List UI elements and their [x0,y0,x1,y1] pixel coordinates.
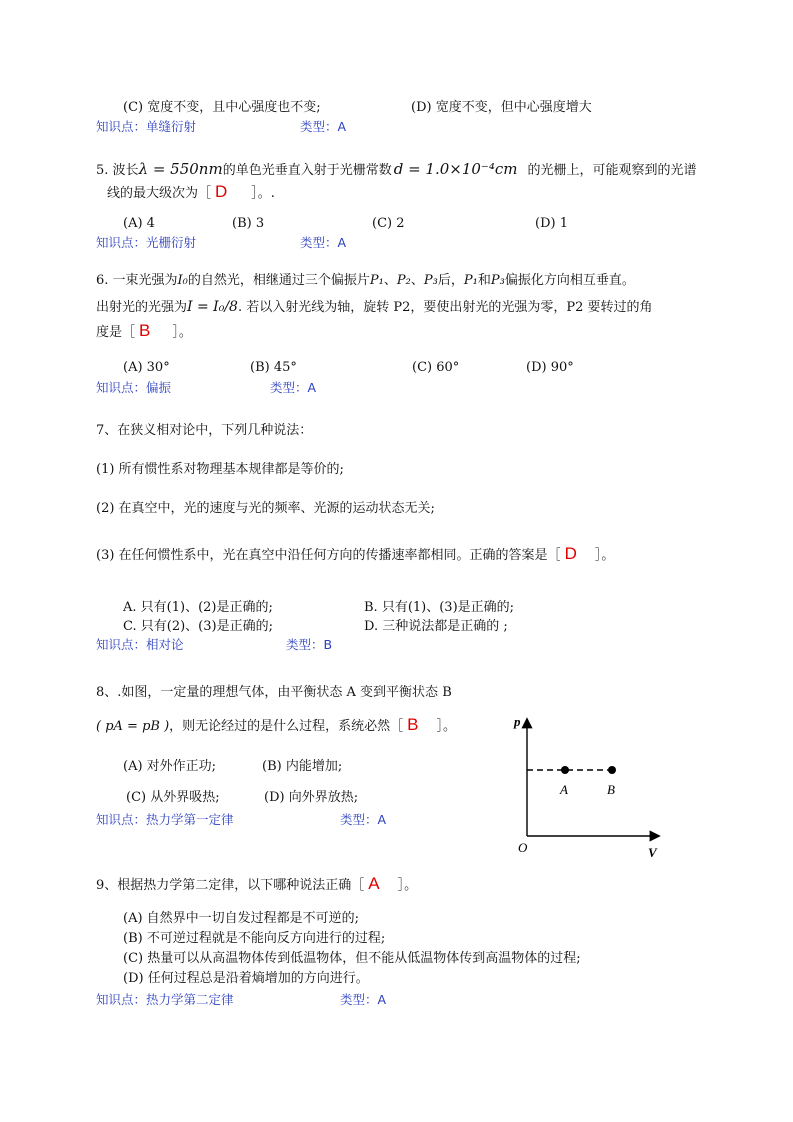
type-label: 类型： [300,119,338,134]
q7-option-b: B. 只有(1)、(3)是正确的; [364,600,515,615]
q6-option-d: (D) 90° [526,360,574,375]
q6-option-a: (A) 30° [123,360,170,375]
q8-option-d: (D) 向外界放热; [264,790,359,805]
q6-formula: I = I₀/8 [187,299,238,315]
q7-text: ］。 [594,548,615,563]
p-axis-label: p [514,714,521,729]
q5-type [300,233,346,251]
q6-I0: I₀ [177,273,188,288]
kp-label: 知识点： [96,812,147,827]
q8-answer: B [407,715,419,734]
q5-option-c: (C) 2 [372,216,405,231]
kp-label: 知识点： [96,380,147,395]
q9-option-a: (A) 自然界中一切自发过程都是不可逆的; [123,911,360,926]
q5-text: 的单色光垂直入射于光栅常数 [222,163,392,178]
q5-lambda-formula: λ = 550nm [138,160,223,178]
q5-option-d: (D) 1 [535,216,568,231]
q5-knowledge-point [96,233,196,251]
kp-value: 光栅衍射 [146,235,197,250]
q6-sep: 、 [410,273,424,288]
point-a-label: A [560,782,568,797]
kp-label: 知识点： [96,119,147,134]
q7-statement-3 [96,545,614,565]
q6-P3: P₃ [423,273,438,288]
kp-value: 单缝衍射 [146,119,197,134]
q6-text: 偏振化方向相互垂直。 [504,273,635,288]
type-label: 类型： [270,380,308,395]
q5-option-a: (A) 4 [123,216,155,231]
kp-value: 热力学第一定律 [146,812,234,827]
q6-answer: B [139,321,151,340]
q5-option-b: (B) 3 [232,216,265,231]
q9-knowledge-point [96,990,234,1008]
type-value: A [337,235,347,250]
kp-value: 相对论 [146,637,184,652]
q6-text: 度是［ [96,325,136,340]
type-value: A [337,119,347,134]
q9-stem [96,875,417,895]
q8-condition: ( pA = pB ) [96,719,170,734]
q4-option-c: (C) 宽度不变，且中心强度也不变; [123,100,321,115]
q8-text: ，则无论经过的是什么过程，系统必然［ [169,719,404,734]
q9-option-d: (D) 任何过程总是沿着熵增加的方向进行。 [123,971,369,986]
q6-type [270,378,316,396]
q6-knowledge-point [96,378,171,396]
point-b-marker [608,766,616,774]
origin-label: O [518,840,528,855]
pv-diagram [508,712,668,862]
q7-statement-2: (2) 在真空中，光的速度与光的频率、光源的运动状态无关; [96,501,435,516]
q6-option-c: (C) 60° [412,360,460,375]
q6-P3: P₃ [490,273,505,288]
q4-option-d: (D) 宽度不变，但中心强度增大 [411,100,592,115]
q8-knowledge-point [96,810,234,828]
type-label: 类型： [340,812,378,827]
q7-type [286,635,332,653]
point-b-label: B [607,782,615,797]
type-label: 类型： [286,637,324,652]
q4-knowledge-point [96,117,196,135]
q4-type [300,117,346,135]
q5-answer: D [215,182,228,201]
q5-number: 5. [96,163,109,178]
q7-answer: D [564,544,577,563]
q9-type [340,990,386,1008]
q5-line1 [96,160,697,180]
kp-label: 知识点： [96,992,147,1007]
q6-text: 6. 一束光强为 [96,273,178,288]
q6-text: 的自然光，相继通过三个偏振片 [187,273,370,288]
type-value: A [307,380,317,395]
q5-text: ］。. [251,186,275,201]
q7-knowledge-point [96,635,184,653]
kp-value: 热力学第二定律 [146,992,234,1007]
q7-option-c: C. 只有(2)、(3)是正确的; [123,619,273,634]
q6-sep: 、 [383,273,397,288]
q6-P1: P₁ [463,273,478,288]
q6-P1: P₁ [369,273,384,288]
q8-line2 [96,716,456,736]
q6-option-b: (B) 45° [250,360,297,375]
type-label: 类型： [300,235,338,250]
q5-text: 波长 [112,163,139,178]
kp-label: 知识点： [96,235,147,250]
q8-option-c: (C) 从外界吸热; [126,790,220,805]
type-value: B [323,637,333,652]
q9-text: ］。 [397,878,418,893]
q6-text: 出射光的光强为 [96,300,188,315]
type-label: 类型： [340,992,378,1007]
v-axis-label: V [648,845,657,860]
q9-answer: A [368,874,380,893]
q9-option-b: (B) 不可逆过程就是不能向反方向进行的过程; [123,931,386,946]
q7-stem: 7、在狭义相对论中，下列几种说法： [96,423,313,438]
q5-line2 [107,183,275,203]
q6-text: 后， [437,273,464,288]
q7-option-d: D. 三种说法都是正确的 ; [364,619,508,634]
q8-option-a: (A) 对外作正功; [123,759,217,774]
q6-text: . 若以入射光线为轴，旋转 P2，要使出射光的光强为零，P2 要转过的角 [237,300,653,315]
q8-option-b: (B) 内能增加; [262,759,343,774]
q7-statement-1: (1) 所有惯性系对物理基本规律都是等价的; [96,462,344,477]
q6-line1 [96,272,635,290]
point-a-marker [561,766,569,774]
q5-text: 线的最大级次为［ [107,186,212,201]
q7-option-a: A. 只有(1)、(2)是正确的; [123,600,273,615]
q9-text: 9、根据热力学第二定律，以下哪种说法正确［ [96,878,365,893]
q6-line2 [96,298,653,317]
type-value: A [377,812,387,827]
q8-text: ］。 [436,719,457,734]
q6-text: 和 [477,273,491,288]
kp-value: 偏振 [146,380,172,395]
q8-type [340,810,386,828]
q7-text: (3) 在任何惯性系中，光在真空中沿任何方向的传播速率都相同。正确的答案是［ [96,548,561,563]
q6-text: ］。 [172,325,192,340]
type-value: A [377,992,387,1007]
q6-line3 [96,322,192,342]
q6-P2: P₂ [396,273,411,288]
kp-label: 知识点： [96,637,147,652]
q8-stem: 8、.如图，一定量的理想气体，由平衡状态 A 变到平衡状态 B [96,685,452,700]
q5-d-formula: d = 1.0×10⁻⁴cm [393,160,518,178]
q9-option-c: (C) 热量可以从高温物体传到低温物体，但不能从低温物体传到高温物体的过程; [123,951,581,966]
q5-text: 的光栅上，可能观察到的光谱 [527,163,697,178]
